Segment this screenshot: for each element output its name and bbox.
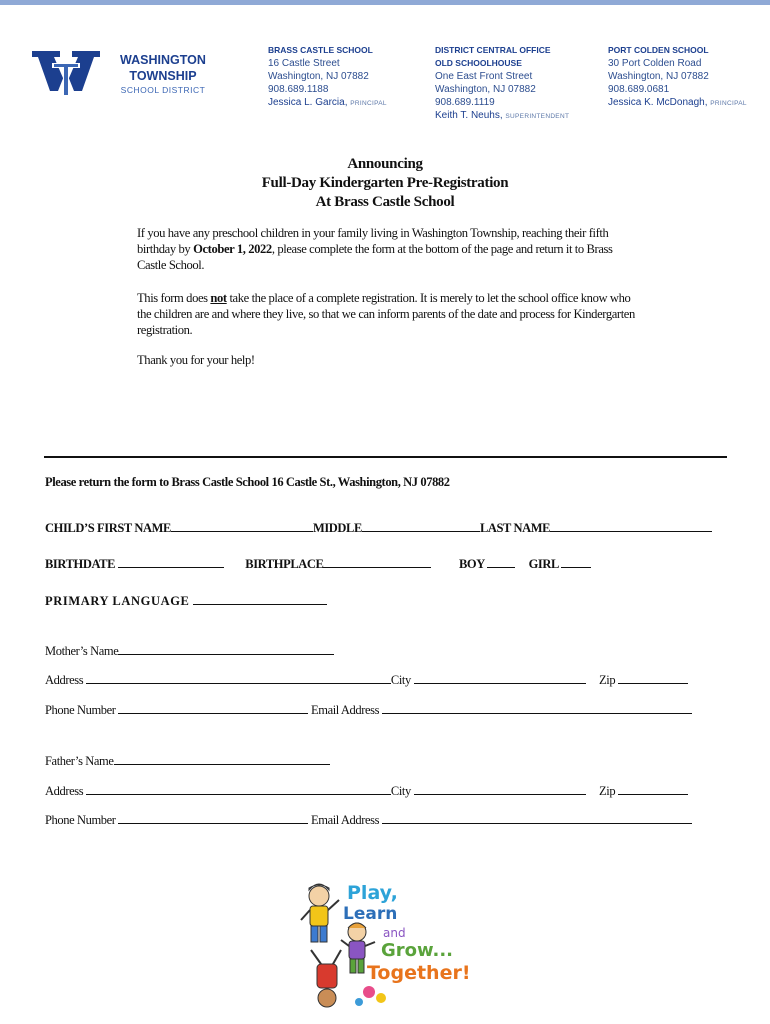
district-name-line1: WASHINGTON [120,53,206,67]
intro-text: If you have any preschool children in your family living in Washington Township, reaching their fifth birthday by [137,226,609,256]
return-note: Please return the form to Brass Castle School 16 Castle St., Washington, NJ 07882 [45,475,450,489]
central-office-address: DISTRICT CENTRAL OFFICE OLD SCHOOLHOUSE One East Front Street Washington, NJ 07882 908.689.1119 Keith T. Neuhs, SUPERINTENDENT [435,45,570,121]
office-role: PRINCIPAL [710,100,747,107]
birthdate-label: BIRTHDATE [45,557,116,571]
deadline-date: October 1, 2022 [193,242,272,256]
title-line2: Full-Day Kindergarten Pre-Registration [261,175,509,191]
middle-name-field[interactable] [362,518,480,532]
office-street: 30 Port Colden Road [608,58,702,69]
thank-you-text: Thank you for your help! [137,353,255,367]
clipart-play: Play, [347,882,398,904]
girl-field[interactable] [561,554,591,568]
middle-name-label: MIDDLE [312,521,362,535]
mother-email-field[interactable] [382,700,692,714]
office-street: One East Front Street [435,71,533,82]
last-name-label: LAST NAME [479,521,551,535]
child-first-name-label: CHILD’S FIRST NAME [45,521,171,535]
girl-label: GIRL [528,557,559,571]
district-name [108,52,218,84]
mother-address-field[interactable] [86,670,391,684]
section-divider [44,456,727,458]
office-street: 16 Castle Street [268,58,340,69]
brass-castle-address: BRASS CASTLE SCHOOL 16 Castle Street Washington, NJ 07882 908.689.1188 Jessica L. Garcia, PRINCIPAL [268,45,387,108]
city-label: City [390,784,411,798]
intro-text: This form does [137,291,211,305]
father-email-field[interactable] [382,810,692,824]
office-city: Washington, NJ 07882 [608,71,709,82]
birthdate-field[interactable] [118,554,224,568]
father-zip-field[interactable] [618,781,688,795]
phone-label: Phone Number [45,813,116,827]
office-heading-2: OLD SCHOOLHOUSE [435,58,522,68]
office-person: Jessica K. McDonagh [608,97,705,108]
zip-label: Zip [599,673,616,687]
father-address-field[interactable] [86,781,391,795]
office-heading: PORT COLDEN SCHOOL [608,45,709,55]
district-subtitle: SCHOOL DISTRICT [120,85,206,95]
office-phone: 908.689.0681 [608,84,670,95]
office-heading: DISTRICT CENTRAL OFFICE [435,45,551,55]
mother-zip-field[interactable] [618,670,688,684]
mother-name-field[interactable] [118,641,334,655]
mother-name-row [45,641,334,659]
boy-label: BOY [458,557,485,571]
father-contact-row [45,810,692,828]
intro-paragraph-1 [137,225,637,273]
last-name-field[interactable] [550,518,712,532]
intro-text: take the place of a complete registration. It is merely to let the school office know who the children are and where they live, so that we can inform parents of the date and process for Kindergarten registration. [137,291,635,337]
office-phone: 908.689.1119 [435,97,495,108]
page-title [0,155,770,212]
birth-row [45,554,591,572]
zip-label: Zip [599,784,616,798]
mother-address-row [45,670,688,688]
father-phone-field[interactable] [118,810,308,824]
child-name-row [45,518,712,536]
mother-name-label: Mother’s Name [45,644,119,658]
district-logo-icon [30,45,102,100]
mother-city-field[interactable] [414,670,586,684]
office-phone: 908.689.1188 [268,84,329,95]
birthplace-label: BIRTHPLACE [245,557,324,571]
office-heading: BRASS CASTLE SCHOOL [268,45,373,55]
office-person: Keith T. Neuhs [435,110,500,121]
intro-paragraph-2 [137,290,637,338]
boy-field[interactable] [487,554,515,568]
top-rule [0,0,770,5]
father-name-row [45,751,330,769]
birthplace-field[interactable] [323,554,431,568]
office-person: Jessica L. Garcia [268,97,345,108]
address-label: Address [45,673,84,687]
title-line1: Announcing [347,156,423,172]
email-label: Email Address [311,813,380,827]
father-name-field[interactable] [114,751,330,765]
primary-language-field[interactable] [193,591,327,605]
emphasis-not: not [210,291,227,305]
office-city: Washington, NJ 07882 [435,84,536,95]
office-city: Washington, NJ 07882 [268,71,369,82]
office-role: SUPERINTENDENT [505,113,570,120]
play-learn-grow-clipart [297,880,469,1010]
father-name-label: Father’s Name [45,754,114,768]
mother-phone-field[interactable] [118,700,308,714]
intro-text: , please complete the form at the bottom of the page and return it to Brass Castle School. [137,242,613,272]
phone-label: Phone Number [45,703,116,717]
clipart-and: and [383,926,406,940]
mother-contact-row [45,700,692,718]
clipart-grow: Grow... [381,940,454,961]
district-name-line2: TOWNSHIP [129,69,197,83]
port-colden-address: PORT COLDEN SCHOOL 30 Port Colden Road Washington, NJ 07882 908.689.0681 Jessica K. McDonagh, PRINCIPAL [608,45,747,108]
father-address-row [45,781,688,799]
address-label: Address [45,784,84,798]
language-row [45,591,327,609]
office-role: PRINCIPAL [350,100,387,107]
child-first-name-field[interactable] [171,518,313,532]
father-city-field[interactable] [414,781,586,795]
clipart-learn: Learn [343,904,398,924]
city-label: City [390,673,411,687]
email-label: Email Address [311,703,380,717]
primary-language-label: PRIMARY LANGUAGE [45,594,190,608]
title-line3: At Brass Castle School [315,194,455,210]
clipart-together: Together! [367,962,471,984]
